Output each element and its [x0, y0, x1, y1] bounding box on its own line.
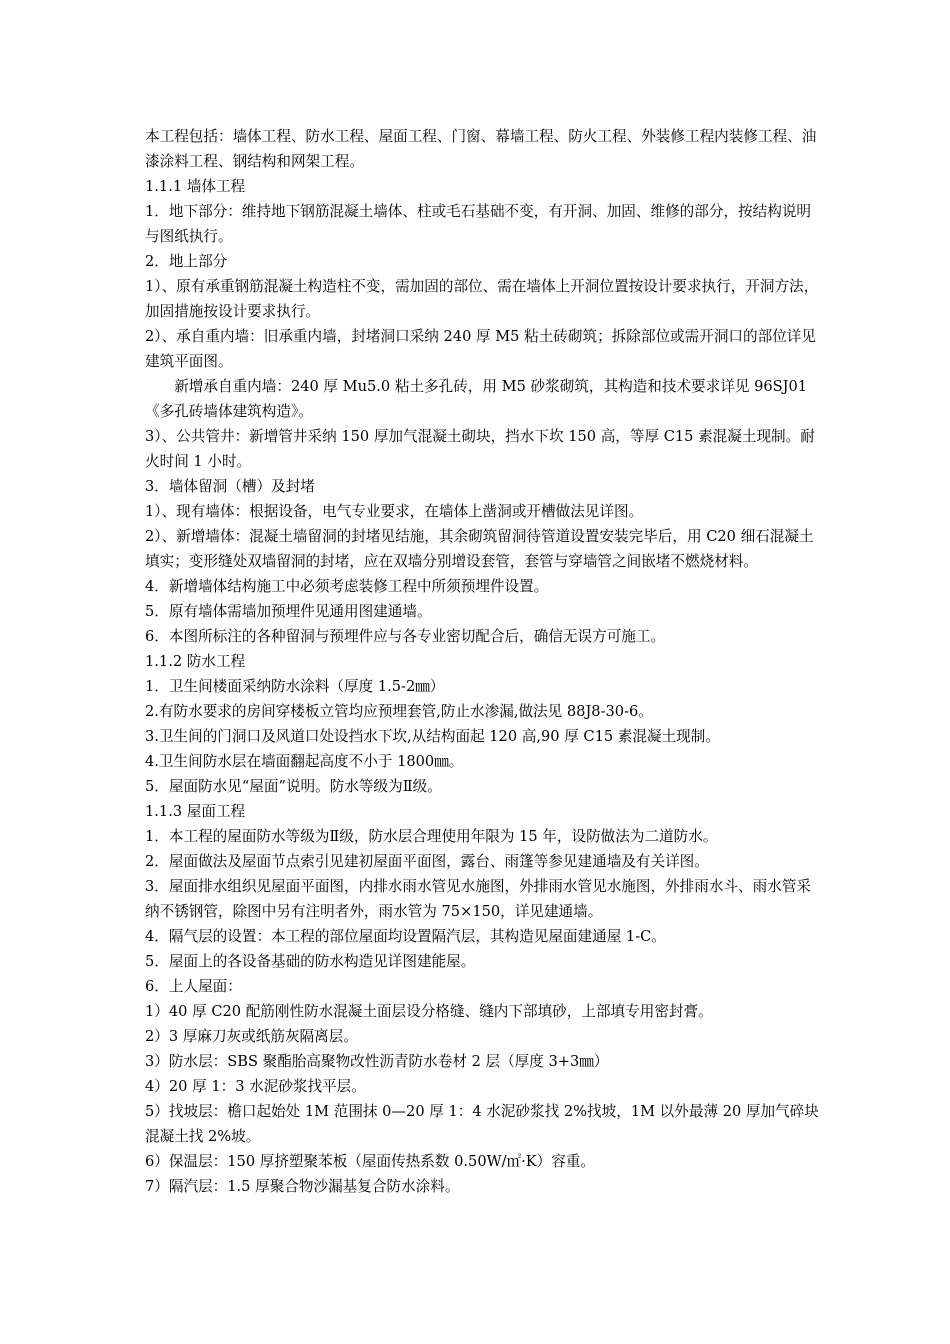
list-item: 2.有防水要求的房间穿楼板立管均应预埋套管,防止水渗漏,做法见 88J8-30-6。 [145, 703, 653, 720]
list-item: 1．卫生间楼面采纳防水涂料（厚度 1.5-2㎜） [145, 678, 445, 695]
list-item: 3.卫生间的门洞口及风道口处设挡水下坎,从结构面起 120 高,90 厚 C15 素混凝土现制。 [145, 728, 720, 745]
list-item: 5．原有墙体需墙加预埋件见通用图建通墙。 [145, 603, 432, 620]
section-heading-waterproofing: 1.1.2 防水工程 [145, 653, 246, 670]
list-item: 1．地下部分：维持地下钢筋混凝土墙体、柱或毛石基础不变，有开洞、加固、维修的部分，按结构说明与图纸执行。 [145, 203, 812, 245]
list-item: 5）找坡层：檐口起始处 1M 范围抹 0—20 厚 1：4 水泥砂浆找 2%找坡，1M 以外最薄 20 厚加气碎块混凝土找 2%坡。 [145, 1103, 819, 1145]
list-item: 1）40 厚 C20 配筋刚性防水混凝土面层设分格缝、缝内下部填砂，上部填专用密封膏。 [145, 1003, 713, 1020]
list-item: 新增承自重内墙：240 厚 Mu5.0 粘土多孔砖，用 M5 砂浆砌筑，其构造和技术要求详见 96SJ01《多孔砖墙体建筑构造》。 [145, 378, 808, 420]
list-item: 1．本工程的屋面防水等级为Ⅱ级，防水层合理使用年限为 15 年，设防做法为二道防水。 [145, 828, 718, 845]
list-item: 3．屋面排水组织见屋面平面图，内排水雨水管见水施图，外排雨水管见水施图，外排雨水斗、雨水管采纳不锈钢管，除图中另有注明者外，雨水管为 75×150，详见建通墙。 [145, 878, 812, 920]
list-item: 2．地上部分 [145, 253, 228, 270]
list-item: 3）、公共管井：新增管井采纳 150 厚加气混凝土砌块，挡水下坎 150 高，等厚 C15 素混凝土现制。耐火时间 1 小时。 [145, 428, 815, 470]
document-body [145, 124, 820, 1199]
list-item: 4．新增墙体结构施工中必须考虑装修工程中所须预埋件设置。 [145, 578, 549, 595]
intro-paragraph: 本工程包括：墙体工程、防水工程、屋面工程、门窗、幕墙工程、防火工程、外装修工程内装修工程、油漆涂料工程、钢结构和网架工程。 [145, 128, 817, 170]
list-item: 2．屋面做法及屋面节点索引见建初屋面平面图，露台、雨篷等参见建通墙及有关详图。 [145, 853, 709, 870]
list-item: 5．屋面防水见“屋面”说明。防水等级为Ⅱ级。 [145, 778, 442, 795]
list-item: 4）20 厚 1：3 水泥砂浆找平层。 [145, 1078, 366, 1095]
list-item: 6．上人屋面： [145, 978, 242, 995]
section-heading-roof: 1.1.3 屋面工程 [145, 803, 246, 820]
list-item: 6）保温层：150 厚挤塑聚苯板（屋面传热系数 0.50W/㎡·K）容重。 [145, 1153, 596, 1170]
list-item: 4．隔气层的设置：本工程的部位屋面均设置隔汽层，其构造见屋面建通屋 1-C。 [145, 928, 666, 945]
list-item: 4.卫生间防水层在墙面翻起高度不小于 1800㎜。 [145, 753, 464, 770]
list-item: 5．屋面上的各设备基础的防水构造见详图建能屋。 [145, 953, 476, 970]
list-item: 3．墙体留洞（槽）及封堵 [145, 478, 315, 495]
list-item: 1）、现有墙体：根据设备，电气专业要求，在墙体上凿洞或开槽做法见详图。 [145, 503, 644, 520]
list-item: 2）3 厚麻刀灰或纸筋灰隔离层。 [145, 1028, 358, 1045]
list-item: 3）防水层：SBS 聚酯胎高聚物改性沥青防水卷材 2 层（厚度 3+3㎜） [145, 1053, 609, 1070]
list-item: 7）隔汽层：1.5 厚聚合物沙漏基复合防水涂料。 [145, 1178, 460, 1195]
list-item: 6．本图所标注的各种留洞与预埋件应与各专业密切配合后，确信无误方可施工。 [145, 628, 666, 645]
section-heading-wall: 1.1.1 墙体工程 [145, 178, 246, 195]
list-item: 2）、新增墙体：混凝土墙留洞的封堵见结施，其余砌筑留洞待管道设置安装完毕后，用 C20 细石混凝土填实；变形缝处双墙留洞的封堵，应在双墙分别增设套管，套管与穿墙管之间嵌堵不燃烧材料。 [145, 528, 814, 570]
list-item: 2）、承自重内墙：旧承重内墙，封堵洞口采纳 240 厚 M5 粘土砖砌筑；拆除部位或需开洞口的部位详见建筑平面图。 [145, 328, 816, 370]
list-item: 1）、原有承重钢筋混凝土构造柱不变，需加固的部位、需在墙体上开洞位置按设计要求执行，开洞方法，加固措施按设计要求执行。 [145, 278, 819, 320]
